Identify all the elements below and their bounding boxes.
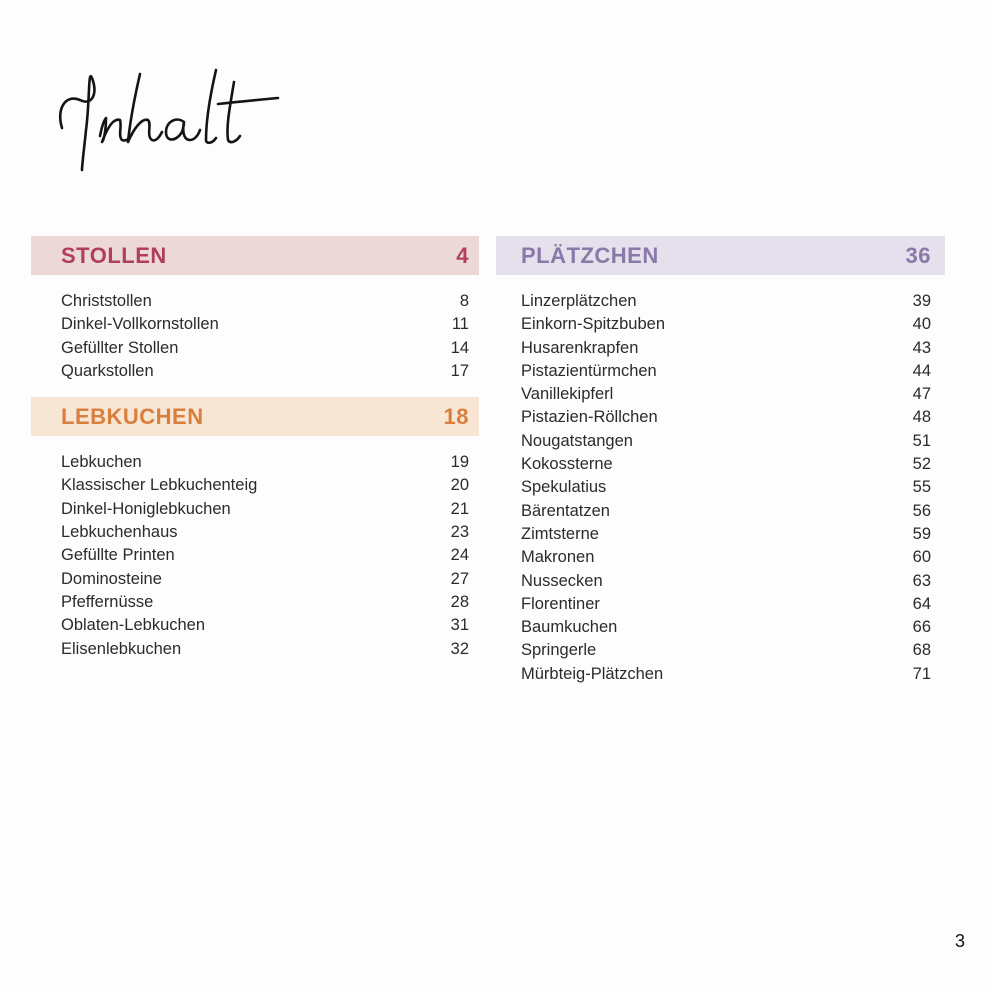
- entry-page: 68: [912, 641, 931, 660]
- entry-page: 40: [912, 315, 931, 334]
- entry-page: 59: [912, 524, 931, 543]
- section-page: 4: [456, 242, 469, 268]
- entry-name: Quarkstollen: [61, 361, 154, 380]
- toc-entry[interactable]: [61, 614, 469, 637]
- entry-page: 66: [912, 618, 931, 637]
- entry-name: Springerle: [521, 641, 597, 660]
- toc-entry[interactable]: [61, 498, 469, 521]
- entry-page: 52: [912, 455, 931, 474]
- entry-name: Oblaten-Lebkuchen: [61, 616, 206, 635]
- entry-list: [31, 436, 479, 661]
- section-title: STOLLEN: [61, 242, 167, 268]
- entry-page: 44: [912, 361, 931, 380]
- toc-entry[interactable]: [521, 616, 931, 639]
- entry-list: [496, 275, 945, 686]
- section-page: 36: [905, 242, 931, 268]
- section-title: PLÄTZCHEN: [521, 242, 659, 268]
- handwritten-title-inhalt: [56, 60, 296, 190]
- entry-name: Pistazientürmchen: [521, 361, 657, 380]
- entry-name: Christstollen: [61, 292, 152, 310]
- toc-entry[interactable]: [61, 638, 469, 661]
- toc-entry[interactable]: [61, 360, 469, 383]
- entry-page: 55: [912, 478, 931, 497]
- entry-name: Pistazien-Röllchen: [521, 408, 658, 427]
- toc-entry[interactable]: [521, 546, 931, 569]
- entry-page: 32: [450, 639, 469, 658]
- entry-name: Bärentatzen: [521, 501, 610, 520]
- entry-name: Klassischer Lebkuchenteig: [61, 476, 258, 495]
- toc-entry[interactable]: [61, 474, 469, 497]
- entry-page: 71: [912, 664, 931, 683]
- toc-entry[interactable]: [521, 337, 931, 360]
- toc-entry[interactable]: [521, 453, 931, 476]
- toc-entry[interactable]: [521, 290, 931, 313]
- entry-page: 24: [450, 546, 469, 565]
- page-number: 3: [954, 931, 965, 951]
- entry-name: Gefüllter Stollen: [61, 338, 179, 357]
- toc-entry[interactable]: [61, 591, 469, 614]
- entry-name: Gefüllte Printen: [61, 546, 175, 565]
- toc-entry[interactable]: [521, 430, 931, 453]
- entry-page: 19: [450, 453, 469, 472]
- entry-name: Dinkel-Vollkornstollen: [61, 315, 219, 334]
- toc-entry[interactable]: [521, 500, 931, 523]
- entry-list: [31, 275, 479, 383]
- section-title: LEBKUCHEN: [61, 403, 204, 429]
- toc-entry[interactable]: [61, 568, 469, 591]
- entry-page: 11: [451, 315, 469, 334]
- entry-page: 48: [912, 408, 931, 427]
- entry-page: 20: [450, 476, 469, 495]
- entry-page: 47: [912, 385, 931, 404]
- toc-entry[interactable]: [521, 663, 931, 686]
- toc-entry[interactable]: [521, 383, 931, 406]
- entry-page: 23: [450, 523, 469, 542]
- toc-entry[interactable]: [521, 593, 931, 616]
- entry-page: 63: [912, 571, 931, 590]
- toc-entry[interactable]: [521, 313, 931, 336]
- entry-page: 17: [450, 361, 469, 380]
- entry-name: Kokossterne: [521, 455, 613, 474]
- section-header-plaetzchen[interactable]: [496, 236, 945, 275]
- entry-name: Lebkuchenhaus: [61, 523, 178, 542]
- toc-entry[interactable]: [521, 360, 931, 383]
- entry-name: Florentiner: [521, 594, 600, 613]
- page-title: [56, 60, 296, 190]
- entry-page: 28: [450, 592, 469, 611]
- entry-page: 27: [450, 569, 469, 588]
- entry-name: Dominosteine: [61, 569, 162, 588]
- entry-name: Lebkuchen: [61, 453, 142, 472]
- toc-entry[interactable]: [521, 639, 931, 662]
- entry-page: 8: [459, 292, 469, 310]
- entry-page: 60: [912, 548, 931, 567]
- toc-entry[interactable]: [61, 290, 469, 313]
- entry-name: Pfeffernüsse: [61, 592, 154, 611]
- section-stollen: [31, 236, 479, 383]
- section-plaetzchen: [496, 236, 945, 686]
- entry-name: Elisenlebkuchen: [61, 639, 182, 658]
- entry-page: 43: [912, 338, 931, 357]
- toc-entry[interactable]: [61, 313, 469, 336]
- entry-page: 31: [450, 616, 469, 635]
- section-lebkuchen: [31, 397, 479, 661]
- entry-name: Makronen: [521, 548, 595, 567]
- entry-name: Dinkel-Honiglebkuchen: [61, 499, 231, 518]
- entry-name: Nougatstangen: [521, 431, 633, 450]
- entry-name: Zimtsterne: [521, 524, 599, 543]
- toc-entry[interactable]: [521, 570, 931, 593]
- section-header-lebkuchen[interactable]: [31, 397, 479, 436]
- entry-name: Mürbteig-Plätzchen: [521, 664, 664, 683]
- toc-left-column: [31, 236, 479, 661]
- entry-page: 39: [912, 292, 931, 310]
- section-header-stollen[interactable]: [31, 236, 479, 275]
- entry-name: Nussecken: [521, 571, 603, 590]
- entry-name: Vanillekipferl: [521, 385, 614, 404]
- entry-page: 21: [450, 499, 469, 518]
- toc-entry[interactable]: [61, 337, 469, 360]
- toc-entry[interactable]: [61, 451, 469, 474]
- toc-entry[interactable]: [521, 476, 931, 499]
- entry-name: Spekulatius: [521, 478, 607, 497]
- entry-name: Baumkuchen: [521, 618, 618, 637]
- entry-page: 56: [912, 501, 931, 520]
- entry-page: 51: [912, 431, 931, 450]
- toc-right-column: [496, 236, 945, 686]
- toc-entry[interactable]: [61, 544, 469, 567]
- entry-page: 14: [450, 338, 469, 357]
- entry-name: Linzerplätzchen: [521, 292, 637, 310]
- entry-page: 64: [912, 594, 931, 613]
- entry-name: Husarenkrapfen: [521, 338, 639, 357]
- section-page: 18: [443, 403, 469, 429]
- toc-entry[interactable]: [521, 523, 931, 546]
- toc-entry[interactable]: [521, 406, 931, 429]
- entry-name: Einkorn-Spitzbuben: [521, 315, 666, 334]
- toc-entry[interactable]: [61, 521, 469, 544]
